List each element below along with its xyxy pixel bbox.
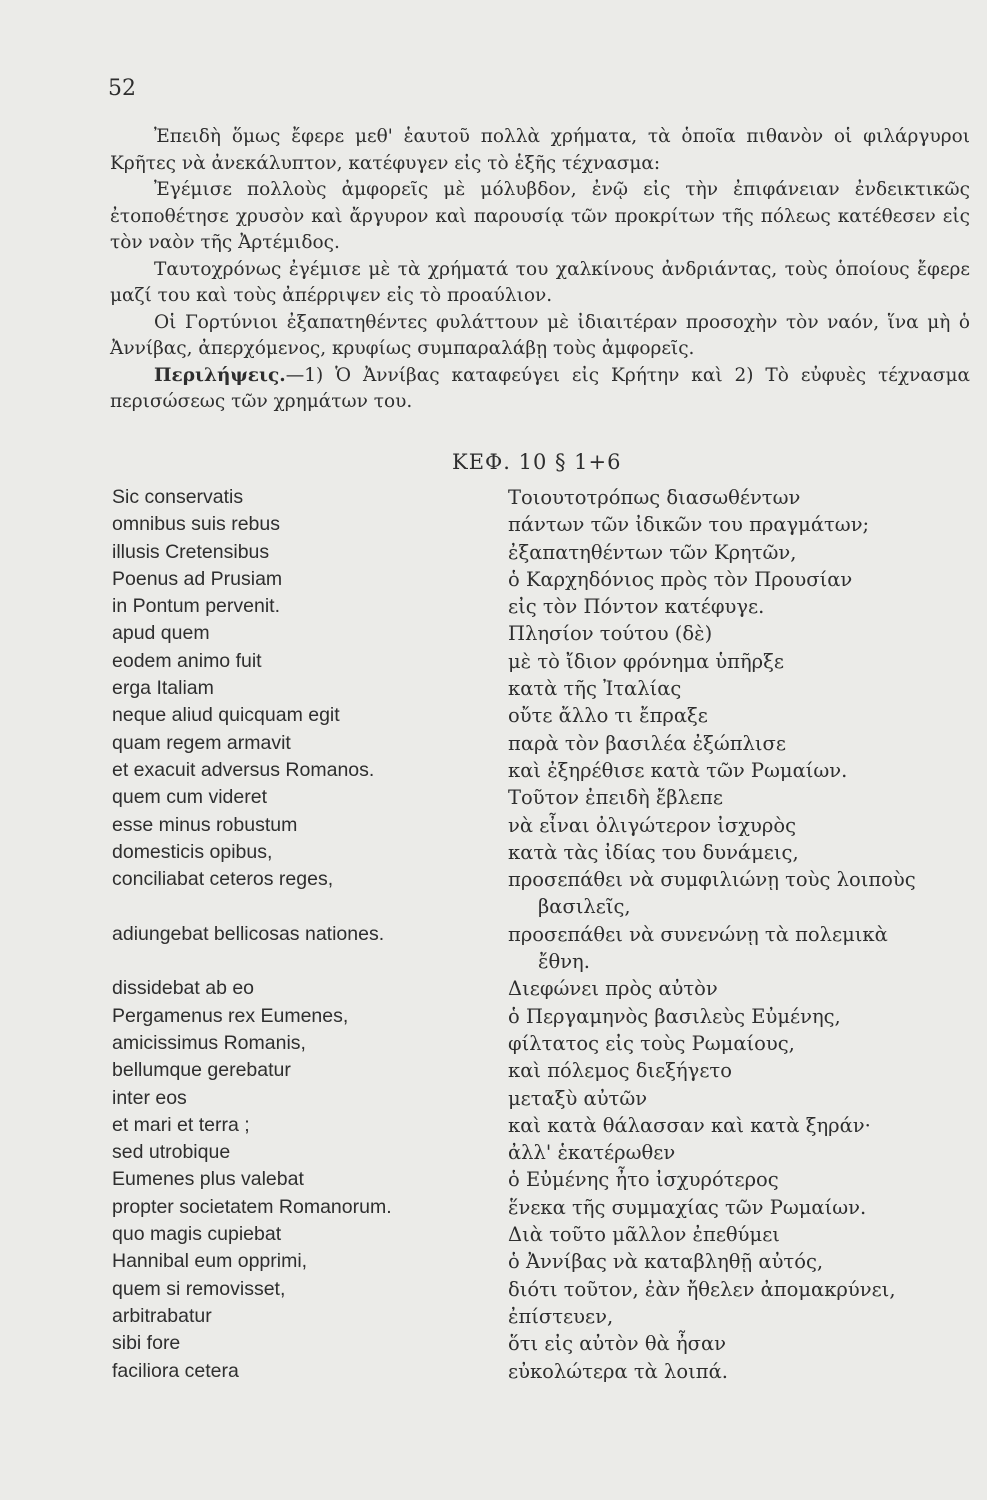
intro-paragraph: Ἐγέμισε πολλοὺς ἀμφορεῖς μὲ μόλυβδον, ἐνῷ εἰς τὴν ἐπιφάνειαν ἐνδεικτικῶς ἐτοποθέτησε χρυσὸν καὶ ἄργυρον καὶ παρουσίᾳ τῶν προκρίτων τῆς πόλεως κατέθεσεν εἰς τὸν ναὸν τῆς Ἀρτέμιδος. [110,179,970,253]
intro-paragraph: Ταυτοχρόνως ἐγέμισε μὲ τὰ χρήματά του χαλκίνους ἀνδριάντας, τοὺς ὁποίους ἔφερε μαζί του καὶ τοὺς ἀπέρριψεν εἰς τὸ προαύλιον. [110,258,970,306]
greek-line: οὔτε ἄλλο τι ἔπραξε [508,704,708,728]
summary-label: Περιλήψεις. [154,364,286,386]
greek-line: παρὰ τὸν βασιλέα ἐξώπλισε [508,731,786,755]
greek-line: Πλησίον τούτου (δὲ) [508,622,713,646]
greek-line: πάντων τῶν ἰδικῶν του πραγμάτων; [508,513,870,537]
greek-line: προσεπάθει νὰ συνενώνῃ τὰ πολεμικὰ [508,922,888,946]
greek-line: Διὰ τοῦτο μᾶλλον ἐπεθύμει [508,1223,780,1247]
latin-line: neque aliud quicquam egit [112,704,340,727]
greek-line: βασιλεῖς, [538,895,631,919]
greek-line: προσεπάθει νὰ συμφιλιώνῃ τοὺς λοιποὺς [508,868,916,892]
latin-blank-line [112,893,502,920]
latin-line: Hannibal eum opprimi, [112,1250,308,1273]
greek-line: εὐκολώτερα τὰ λοιπά. [508,1359,728,1383]
latin-line: illusis Cretensibus [112,540,270,563]
latin-line: esse minus robustum [112,813,298,836]
page-number: 52 [108,76,136,101]
latin-line: adiungebat bellicosas nationes. [112,922,385,945]
latin-line: Poenus ad Prusiam [112,567,283,590]
greek-line: ἐξαπατηθέντων τῶν Κρητῶν, [508,540,797,564]
latin-line: quem si removisset, [112,1277,286,1300]
greek-line: μεταξὺ αὐτῶν [508,1086,648,1110]
latin-line: quam regem armavit [112,731,291,754]
greek-line: καὶ ἐξηρέθισε κατὰ τῶν Ρωμαίων. [508,758,848,782]
intro-text [110,124,970,416]
chapter-heading: ΚΕΦ. 10 § 1+6 [452,450,622,474]
latin-line: dissidebat ab eo [112,977,255,1000]
greek-line: εἰς τὸν Πόντον κατέφυγε. [508,595,765,619]
greek-line: Τοιουτοτρόπως διασωθέντων [508,486,801,509]
greek-line: ὁ Ἀννίβας νὰ καταβληθῇ αὐτός, [508,1250,824,1274]
greek-line: Τοῦτον ἐπειδὴ ἔβλεπε [508,786,723,810]
greek-line: ὁ Εὐμένης ἦτο ἰσχυρότερος [508,1168,779,1192]
greek-line: κατὰ τὰς ἰδίας του δυνάμεις, [508,840,799,864]
latin-line: et exacuit adversus Romanos. [112,758,375,781]
greek-line: ἀλλ' ἑκατέρωθεν [508,1141,676,1165]
greek-line: ἐπίστευεν, [508,1304,614,1328]
latin-line: omnibus suis rebus [112,513,280,536]
intro-paragraph: Οἱ Γορτύνιοι ἐξαπατηθέντες φυλάττουν μὲ ἰδιαιτέραν προσοχὴν τὸν ναόν, ἵνα μὴ ὁ Ἀννίβας, ἀπερχόμενος, κρυφίως συμπαραλάβῃ τοὺς ἀμφορεῖς. [110,311,970,359]
greek-line: κατὰ τῆς Ἰταλίας [508,677,682,701]
summary-paragraph [110,363,970,416]
latin-line: quem cum videret [112,786,267,809]
latin-line: et mari et terra ; [112,1113,250,1136]
greek-line: ὁ Καρχηδόνιος πρὸς τὸν Προυσίαν [508,567,853,591]
intro-paragraph: Ἐπειδὴ ὅμως ἔφερε μεθ' ἑαυτοῦ πολλὰ χρήματα, τὰ ὁποῖα πιθανὸν οἱ φιλάργυροι Κρῆτες νὰ ἀνεκάλυπτον, κατέφυγεν εἰς τὸ ἑξῆς τέχνασμα: [110,126,970,174]
latin-line: inter eos [112,1086,187,1109]
latin-line: Eumenes plus valebat [112,1168,304,1191]
greek-line: ὅτι εἰς αὐτὸν θὰ ἦσαν [508,1332,726,1356]
greek-line: διότι τοῦτον, ἐὰν ἤθελεν ἀπομακρύνει, [508,1277,896,1301]
latin-line: apud quem [112,622,210,645]
latin-line: Pergamenus rex Eumenes, [112,1004,349,1027]
latin-line: bellumque gerebatur [112,1059,291,1082]
latin-line: eodem animo fuit [112,649,262,672]
greek-line: Διεφώνει πρὸς αὐτὸν [508,977,718,1001]
latin-line: arbitrabatur [112,1304,212,1327]
greek-line: φίλτατος εἰς τοὺς Ρωμαίους, [508,1031,795,1055]
greek-column [508,484,978,1385]
latin-line: sed utrobique [112,1141,231,1164]
latin-line: propter societatem Romanorum. [112,1195,392,1218]
greek-line: ὁ Περγαμηνὸς βασιλεὺς Εὐμένης, [508,1004,841,1028]
latin-line: domesticis opibus, [112,840,273,863]
latin-line: faciliora cetera [112,1359,239,1382]
latin-line: amicissimus Romanis, [112,1031,306,1054]
latin-column [112,484,502,1385]
latin-line: in Pontum pervenit. [112,595,281,618]
greek-line: ἕνεκα τῆς συμμαχίας τῶν Ρωμαίων. [508,1195,867,1219]
greek-line: καὶ κατὰ θάλασσαν καὶ κατὰ ξηράν· [508,1113,871,1137]
latin-line: Sic conservatis [112,486,244,508]
greek-line: καὶ πόλεμος διεξήγετο [508,1059,732,1083]
greek-line: ἔθνη. [538,950,590,974]
latin-line: sibi fore [112,1332,181,1355]
latin-blank-line [112,948,502,975]
greek-line: νὰ εἶναι ὀλιγώτερον ἰσχυρὸς [508,813,797,837]
latin-line: quo magis cupiebat [112,1223,282,1246]
greek-line: μὲ τὸ ἴδιον φρόνημα ὑπῆρξε [508,649,784,673]
summary-text: —1) Ὁ Ἀννίβας καταφεύγει εἰς Κρήτην καὶ 2) Τὸ εὐφυὲς τέχνασμα περισώσεως τῶν χρημάτων του. [110,364,970,412]
latin-line: conciliabat ceteros reges, [112,868,334,891]
latin-line: erga Italiam [112,677,214,700]
